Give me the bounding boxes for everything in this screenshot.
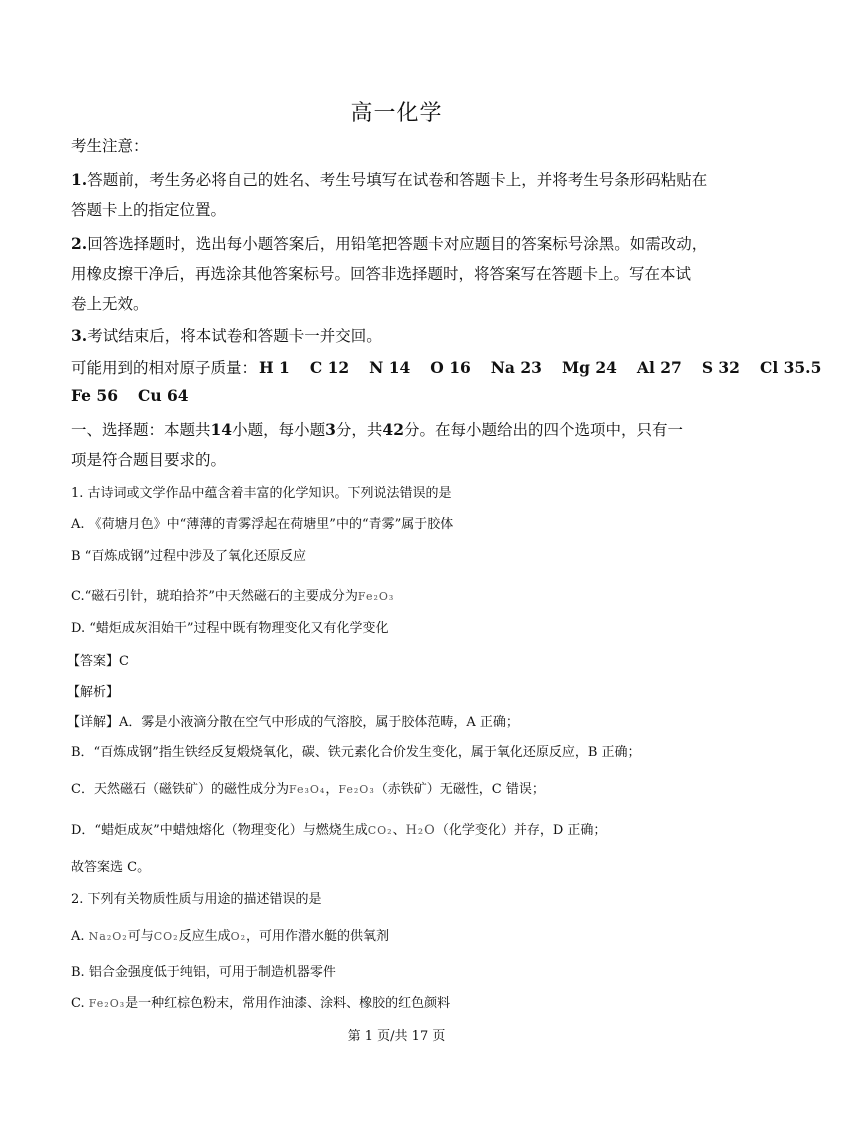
separator: 、 — [392, 823, 406, 838]
points-per-question: 3 — [325, 420, 336, 439]
notice-item-2-text: 回答选择题时，选出每小题答案后，用铅笔把答题卡对应题目的答案标号涂黑。如需改动， — [87, 235, 708, 253]
question-1-option-b: B “百炼成钢”过程中涉及了氧化还原反应 — [71, 549, 306, 564]
detail-text: A．雾是小液滴分散在空气中形成的气溶胶，属于胶体范畴，A 正确； — [119, 715, 519, 730]
option-letter: C. — [71, 996, 85, 1011]
notice-item-2-number: 2. — [71, 234, 88, 253]
question-1-detail-a — [67, 711, 519, 730]
notice-item-2-line-1 — [71, 232, 707, 254]
question-2-option-b: B. 铝合金强度低于纯铝，可用于制造机器零件 — [71, 965, 336, 980]
atomic-mass: Na 23 — [490, 358, 542, 377]
notice-item-2-line-2: 用橡皮擦干净后，再选涂其他答案标号。回答非选择题时，将答案写在答题卡上。写在本试 — [71, 265, 692, 283]
chemical-formula: CO₂ — [153, 930, 179, 943]
question-1-answer — [67, 650, 129, 669]
question-2-stem: 2. 下列有关物质性质与用途的描述错误的是 — [71, 892, 322, 907]
detail-text: D．“蜡炬成灰”中蜡烛熔化（物理变化）与燃烧生成 — [71, 823, 368, 838]
question-2-option-a — [71, 925, 389, 944]
atomic-mass: O 16 — [430, 358, 471, 377]
chemical-formula: Fe₃O₄ — [288, 783, 326, 796]
notice-heading: 考生注意： — [71, 137, 149, 155]
section-1-text: 分。在每小题给出的四个选项中，只有一 — [404, 421, 684, 439]
atomic-mass: Cu 64 — [137, 386, 189, 405]
question-1-option-a: A. 《荷塘月色》中“薄薄的青雾浮起在荷塘里”中的“青雾”属于胶体 — [71, 517, 454, 532]
option-text: 反应生成 — [178, 929, 231, 944]
option-text: ，可用作潜水艇的供氧剂 — [246, 929, 390, 944]
atomic-mass: Cl 35.5 — [759, 358, 822, 377]
option-text: 是一种红棕色粉末，常用作油漆、涂料、橡胶的红色颜料 — [125, 996, 451, 1011]
question-count: 14 — [210, 420, 233, 439]
answer-value: C — [119, 654, 129, 669]
question-1-detail-d — [71, 819, 606, 838]
section-1-text: 一、选择题：本题共 — [71, 421, 211, 439]
notice-item-1-number: 1. — [71, 170, 88, 189]
option-text: 可与 — [127, 929, 154, 944]
atomic-mass: Al 27 — [636, 358, 682, 377]
notice-item-1-line-1 — [71, 168, 707, 190]
chemical-formula: Fe₂O₃ — [338, 783, 375, 796]
question-1-option-d: D. “蜡炬成灰泪始干”过程中既有物理变化又有化学变化 — [71, 621, 389, 636]
section-1-instructions-line-2: 项是符合题目要求的。 — [71, 451, 227, 469]
page-title: 高一化学 — [350, 101, 443, 126]
separator: ， — [325, 782, 339, 797]
detail-label: 【详解】 — [67, 715, 120, 730]
section-1-text: 小题，每小题 — [232, 421, 326, 439]
option-text: C.“磁石引针，琥珀拾芥”中天然磁石的主要成分为 — [71, 589, 358, 604]
atomic-mass: Fe 56 — [71, 386, 118, 405]
detail-text: （赤铁矿）无磁性，C 错误； — [374, 782, 545, 797]
chemical-formula: H₂O — [405, 823, 436, 838]
atomic-mass: Mg 24 — [561, 358, 617, 377]
atomic-masses-label: 可能用到的相对原子质量： — [71, 359, 258, 377]
notice-item-3-number: 3. — [71, 326, 88, 345]
notice-item-3-text: 考试结束后，将本试卷和答题卡一并交回。 — [87, 327, 382, 345]
atomic-masses-line-1 — [71, 356, 841, 378]
section-1-text: 分，共 — [335, 421, 383, 439]
section-1-instructions-line-1 — [71, 418, 683, 440]
atomic-mass: N 14 — [369, 358, 411, 377]
detail-text: C．天然磁石（磁铁矿）的磁性成分为 — [71, 782, 289, 797]
chemical-formula: Na₂O₂ — [88, 930, 128, 943]
atomic-masses-line-2 — [71, 386, 209, 405]
page-footer: 第 1 页/共 17 页 — [347, 1029, 446, 1044]
total-points: 42 — [382, 420, 404, 439]
notice-item-3 — [71, 324, 382, 346]
detail-text: （化学变化）并存，D 正确； — [435, 823, 607, 838]
option-letter: A. — [71, 929, 85, 944]
notice-item-1-line-2: 答题卡上的指定位置。 — [71, 201, 227, 219]
chemical-formula: CO₂ — [367, 824, 393, 837]
question-1-stem: 1. 古诗词或文学作品中蕴含着丰富的化学知识。下列说法错误的是 — [71, 486, 452, 501]
question-1-detail-c — [71, 778, 545, 797]
question-2-option-c — [71, 992, 450, 1011]
question-1-conclusion: 故答案选 C。 — [71, 860, 151, 875]
atomic-mass: H 1 — [259, 358, 290, 377]
question-1-analysis-label: 【解析】 — [67, 685, 120, 700]
atomic-mass: C 12 — [309, 358, 350, 377]
notice-item-1-text: 答题前，考生务必将自己的姓名、考生号填写在试卷和答题卡上，并将考生号条形码粘贴在 — [87, 171, 708, 189]
chemical-formula: Fe₂O₃ — [357, 590, 395, 603]
answer-label: 【答案】 — [67, 654, 120, 669]
atomic-mass: S 32 — [701, 358, 740, 377]
question-1-detail-b: B．“百炼成钢”指生铁经反复煅烧氧化，碳、铁元素化合价发生变化，属于氧化还原反应，B 正确； — [71, 745, 641, 760]
chemical-formula: Fe₂O₃ — [88, 997, 126, 1010]
notice-item-2-line-3: 卷上无效。 — [71, 295, 149, 313]
question-1-option-c — [71, 585, 394, 604]
chemical-formula: O₂ — [230, 930, 247, 943]
